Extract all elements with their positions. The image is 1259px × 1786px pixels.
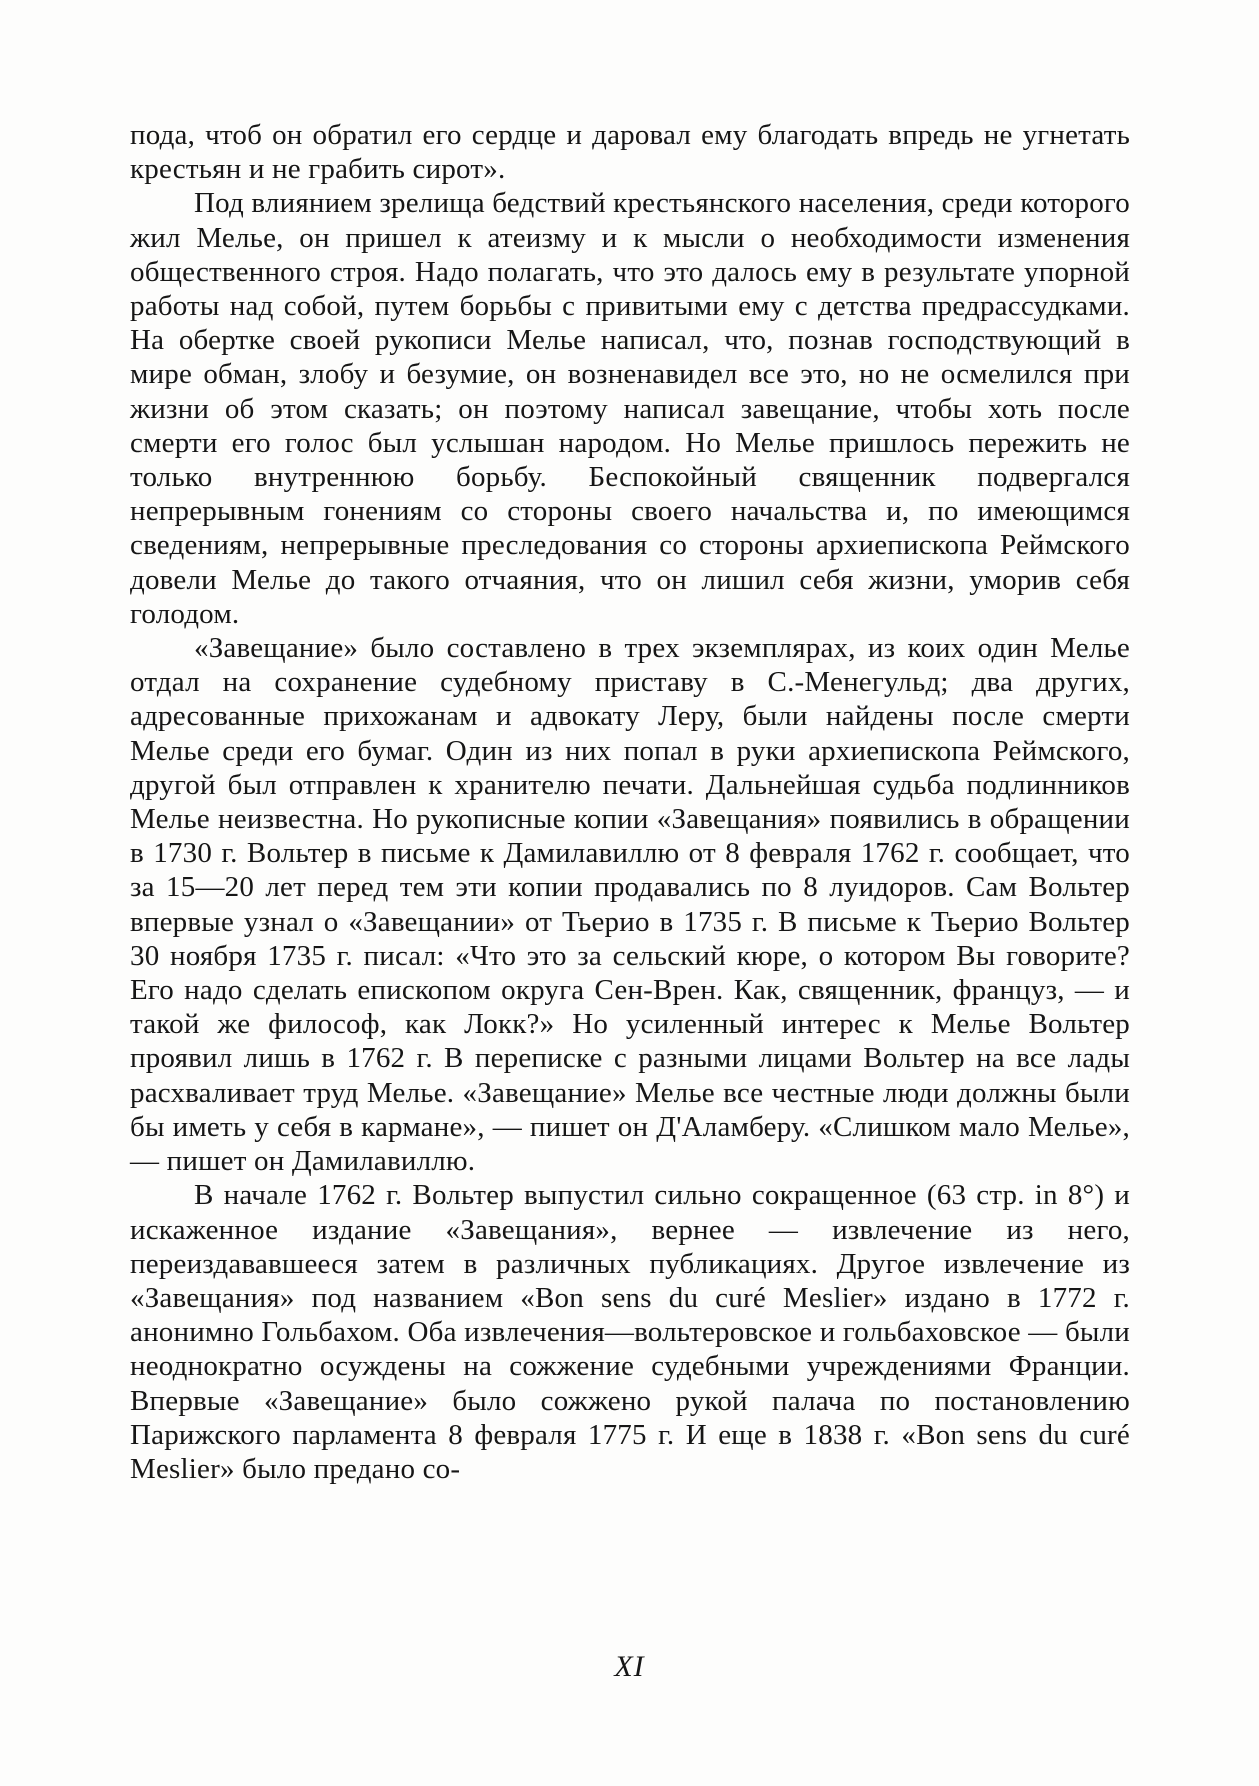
paragraph-voltaire-edition: В начале 1762 г. Вольтер выпустил сильно сокращенное (63 стр. in 8°) и искаженное издание «Завещания», вернее — извлечение из него, переиздававшееся затем в различных публикациях. Другое извлечение из «Завещания» под названием «Bon sens du curé Meslier» издано в 1772 г. анонимно Гольбахом. Оба извлечения—вольтеровское и гольбаховское — были неоднократно осуждены на сожжение судебными учреждениями Франции. Впервые «Завещание» было сожжено рукой палача по постановлению Парижского парламента 8 февраля 1775 г. И еще в 1838 г. «Bon sens du curé Meslier» было предано со- [130, 1179, 1130, 1485]
page-number: XI [614, 1650, 645, 1683]
paragraph-continued: пода, чтоб он обратил его сердце и даровал ему благодать впредь не угнетать крестьян и не грабить сирот». [130, 119, 1130, 186]
paragraph-testament-copies: «Завещание» было составлено в трех экземплярах, из коих один Мелье отдал на сохранение судебному приставу в С.-Менегульд; два других, адресованные прихожанам и адвокату Леру, были найдены после смерти Мелье среди его бумаг. Один из них попал в руки архиепископа Реймского, другой был отправлен к хранителю печати. Дальнейшая судьба подлинников Мелье неизвестна. Но рукописные копии «Завещания» появились в обращении в 1730 г. Вольтер в письме к Дамилавиллю от 8 февраля 1762 г. сообщает, что за 15—20 лет перед тем эти копии продавались по 8 луидоров. Сам Вольтер впервые узнал о «Завещании» от Тьерио в 1735 г. В письме к Тьерио Вольтер 30 ноября 1735 г. писал: «Что это за сельский кюре, о котором Вы говорите? Его надо сделать епископом округа Сен-Врен. Как, священник, француз, — и такой же философ, как Локк?» Но усиленный интерес к Мелье Вольтер проявил лишь в 1762 г. В переписке с разными лицами Вольтер на все лады расхваливает труд Мелье. «Завещание» Мелье все честные люди должны были бы иметь у себя в кармане», — пишет он Д'Аламберу. «Слишком мало Мелье», — пишет он Дамилавиллю. [130, 632, 1130, 1178]
paragraph-meslier-atheism: Под влиянием зрелища бедствий крестьянского населения, среди которого жил Мелье, он пришел к атеизму и к мысли о необходимости изменения общественного строя. Надо полагать, что это далось ему в результате упорной работы над собой, путем борьбы с привитыми ему с детства предрассудками. На обертке своей рукописи Мелье написал, что, познав господствующий в мире обман, злобу и безумие, он возненавидел все это, но не осмелился при жизни об этом сказать; он поэтому написал завещание, чтобы хоть после смерти его голос был услышан народом. Но Мелье пришлось пережить не только внутреннюю борьбу. Беспокойный священник подвергался непрерывным гонениям со стороны своего начальства и, по имеющимся сведениям, непрерывные преследования со стороны архиепископа Реймского довели Мелье до такого отчаяния, что он лишил себя жизни, уморив себя голодом. [130, 187, 1130, 630]
body-text [130, 118, 1130, 1486]
